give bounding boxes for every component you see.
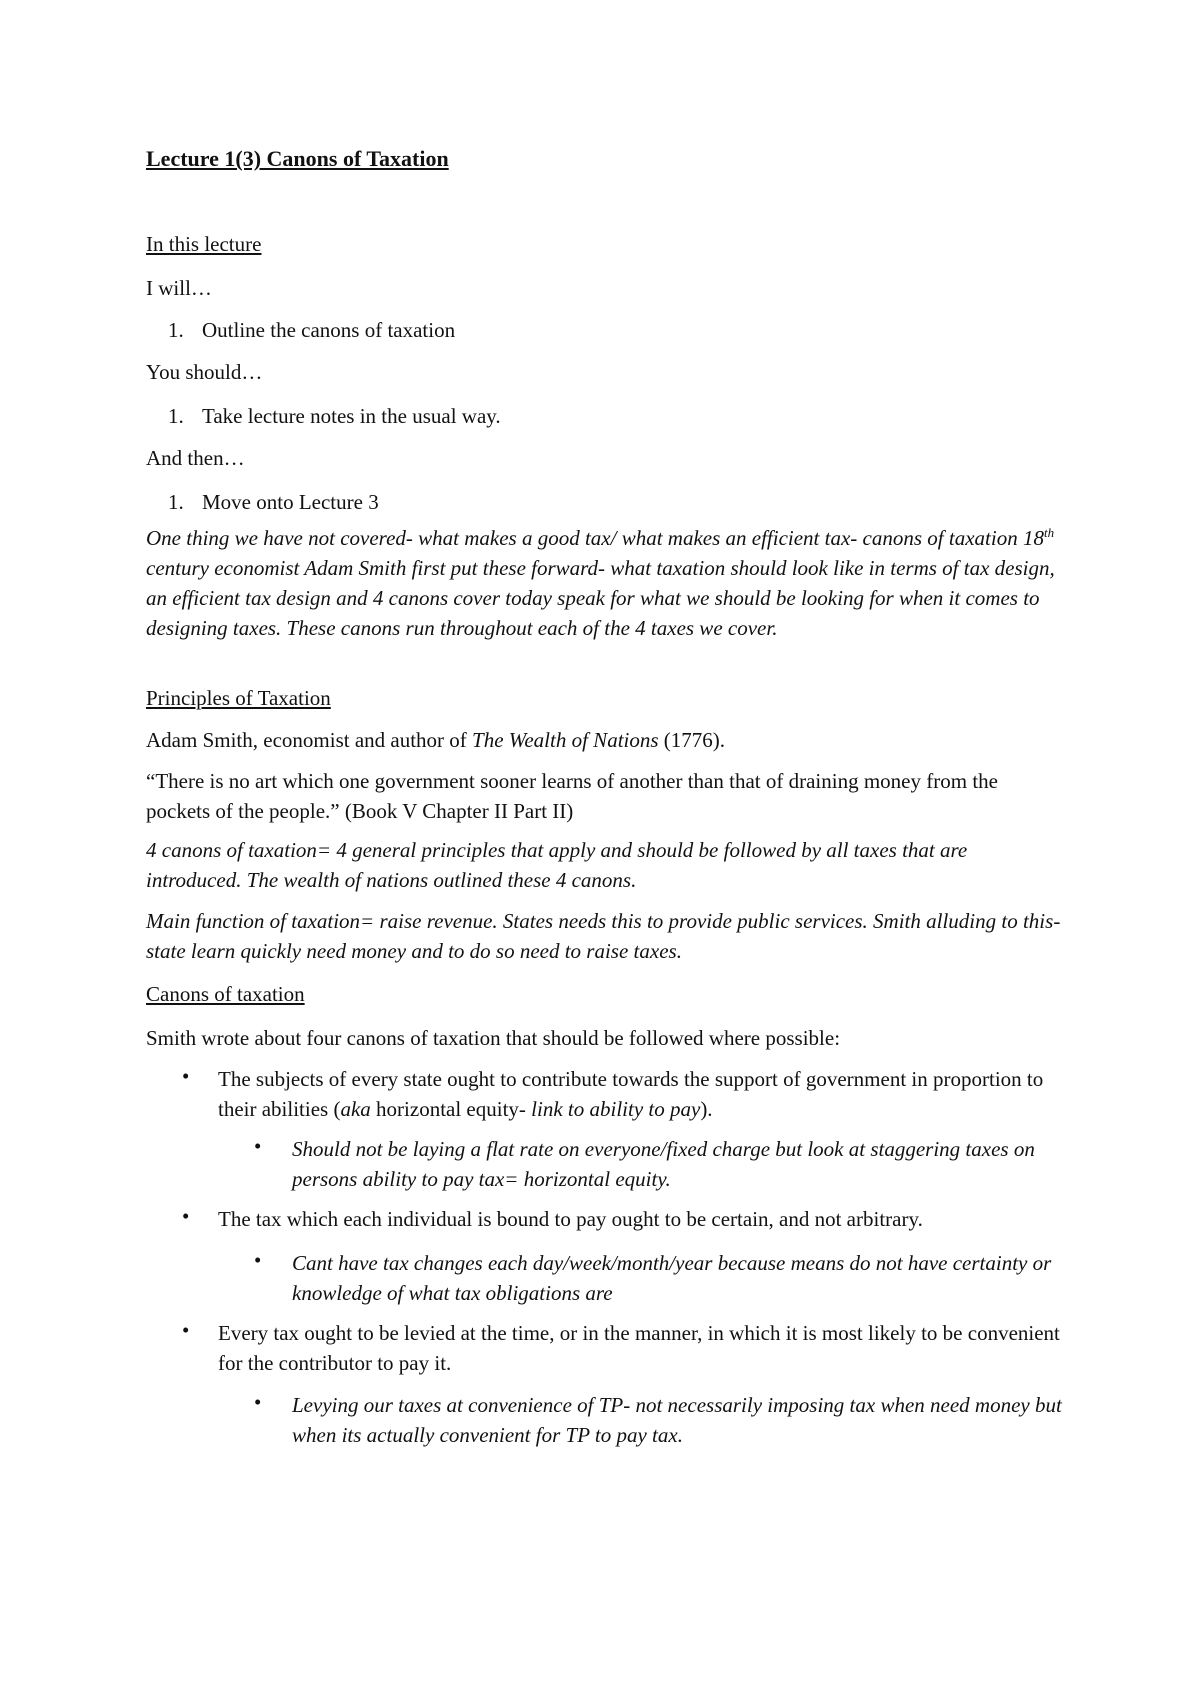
canon-1-text-a: The subjects of every state ought to contribute towards the support of government in proportion to their abilities ( bbox=[218, 1067, 1044, 1121]
bullet-icon: • bbox=[182, 1204, 190, 1228]
canon-1-text-b: horizontal equity- bbox=[370, 1097, 532, 1121]
list-number: 1. bbox=[168, 318, 184, 342]
intro-note-part1: One thing we have not covered- what makes a good tax/ what makes an efficient tax- canons of taxation 18 bbox=[146, 526, 1044, 550]
smith-intro-before: Adam Smith, economist and author of bbox=[146, 728, 473, 752]
canon-3: Every tax ought to be levied at the time, or in the manner, in which it is most likely to be convenient for the contributor to pay it. bbox=[218, 1321, 1060, 1375]
heading-principles: Principles of Taxation bbox=[146, 686, 331, 710]
canons-intro: Smith wrote about four canons of taxation that should be followed where possible: bbox=[146, 1026, 841, 1050]
smith-intro bbox=[146, 728, 725, 753]
canon-2: The tax which each individual is bound to pay ought to be certain, and not arbitrary. bbox=[218, 1207, 923, 1231]
bullet-icon: • bbox=[182, 1318, 190, 1342]
canon-3-note: Levying our taxes at convenience of TP- not necessarily imposing tax when need money but when its actually convenient for TP to pay tax. bbox=[292, 1393, 1062, 1447]
book-title: The Wealth of Nations bbox=[472, 728, 659, 752]
heading-in-this-lecture: In this lecture bbox=[146, 232, 262, 256]
list-number: 1. bbox=[168, 490, 184, 514]
intro-note-part2: century economist Adam Smith first put these forward- what taxation should look like in terms of tax design, an efficient tax design and 4 canons cover today speak for what we should be looking for when it comes to designing taxes. These canons run throughout each of the 4 taxes we cover. bbox=[146, 556, 1055, 640]
bullet-icon: • bbox=[254, 1248, 262, 1272]
heading-canons: Canons of taxation bbox=[146, 982, 305, 1006]
canon-1-link: link to ability to pay bbox=[531, 1097, 701, 1121]
list-item: Outline the canons of taxation bbox=[202, 318, 456, 342]
note-function: Main function of taxation= raise revenue. States needs this to provide public services. Smith alluding to this- state learn quickly need money and to do so need to raise taxes. bbox=[146, 909, 1061, 963]
canon-2-note: Cant have tax changes each day/week/month/year because means do not have certainty or knowledge of what tax obligations are bbox=[292, 1251, 1052, 1305]
canon-1-note: Should not be laying a flat rate on everyone/fixed charge but look at staggering taxes on persons ability to pay tax= horizontal equity. bbox=[292, 1137, 1035, 1191]
bullet-icon: • bbox=[254, 1134, 262, 1158]
canon-1-aka: aka bbox=[340, 1097, 371, 1121]
label-you-should: You should… bbox=[146, 360, 263, 384]
smith-quote: “There is no art which one government sooner learns of another than that of draining money from the pockets of the people.” (Book V Chapter II Part II) bbox=[146, 769, 998, 823]
list-number: 1. bbox=[168, 404, 184, 428]
label-and-then: And then… bbox=[146, 446, 245, 470]
list-item: Take lecture notes in the usual way. bbox=[202, 404, 501, 428]
canon-1-text-c: ). bbox=[700, 1097, 713, 1121]
intro-note-sup: th bbox=[1043, 525, 1055, 540]
note-canons: 4 canons of taxation= 4 general principles that apply and should be followed by all taxes that are introduced. The wealth of nations outlined these 4 canons. bbox=[146, 838, 968, 892]
bullet-icon: • bbox=[254, 1390, 262, 1414]
list-item: Move onto Lecture 3 bbox=[202, 490, 379, 514]
smith-intro-after: (1776). bbox=[658, 728, 726, 752]
intro-note bbox=[146, 518, 1066, 643]
bullet-icon: • bbox=[182, 1064, 190, 1088]
canon-1 bbox=[218, 1064, 1068, 1124]
label-i-will: I will… bbox=[146, 276, 212, 300]
page-title: Lecture 1(3) Canons of Taxation bbox=[146, 146, 449, 171]
